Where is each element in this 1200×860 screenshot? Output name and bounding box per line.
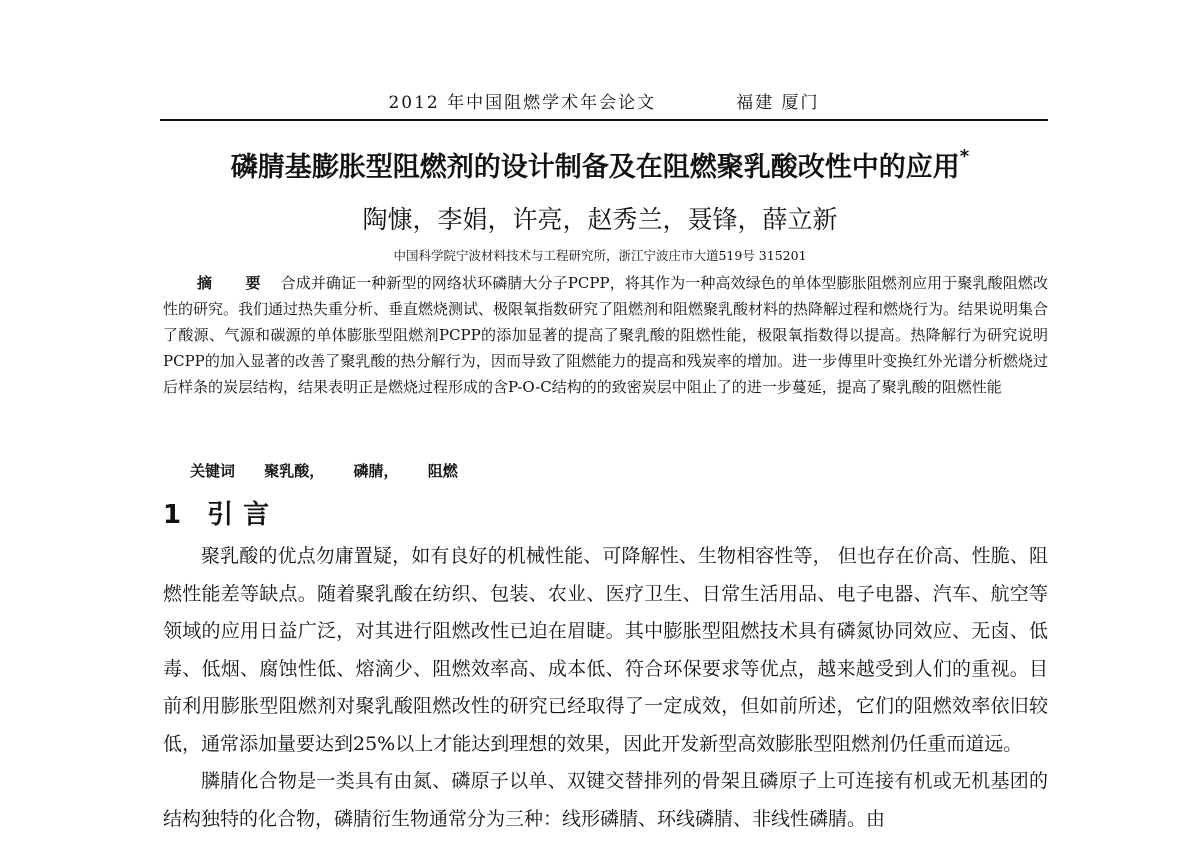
paper-title-text: 磷腈基膨胀型阻燃剂的设计制备及在阻燃聚乳酸改性中的应用 <box>230 152 960 183</box>
conference-location: 福建 厦门 <box>736 93 820 113</box>
body-paragraph: 膦腈化合物是一类具有由氮、磷原子以单、双键交替排列的骨架且磷原子上可连接有机或无机基团的结构独特的化合物，磷腈衍生物通常分为三种：线形磷腈、环线磷腈、非线性磷腈。由 <box>163 770 1048 830</box>
keywords <box>190 460 458 481</box>
conference-name: 2012 年中国阻燃学术年会论文 <box>388 93 657 113</box>
keyword-item: 聚乳酸， <box>264 462 325 480</box>
header-rule <box>160 119 1048 121</box>
keywords-label: 关键词 <box>190 462 236 480</box>
title-footnote-mark: * <box>959 146 970 167</box>
abstract-text: 合成并确证一种新型的网络状环磷腈大分子PCPP，将其作为一种高效绿色的单体型膨胀阻燃剂应用于聚乳酸阻燃改性的研究。我们通过热失重分析、垂直燃烧测试、极限氧指数研究了阻燃剂和阻燃聚乳酸材料的热降解过程和燃烧行为。结果说明集合了酸源、气源和碳源的单体膨胀型阻燃剂PCPP的添加显著的提高了聚乳酸的阻燃性能，极限氧指数得以提高。热降解行为研究说明PCPP的加入显著的改善了聚乳酸的热分解行为，因而导致了阻燃能力的提高和残炭率的增加。进一步傅里叶变换红外光谱分析燃烧过后样条的炭层结构，结果表明正是燃烧过程形成的含P-O-C结构的的致密炭层中阻止了的进一步蔓延，提高了聚乳酸的阻燃性能 <box>163 274 1049 396</box>
keyword-item: 阻燃 <box>427 462 458 480</box>
body-paragraph: 聚乳酸的优点勿庸置疑，如有良好的机械性能、可降解性、生物相容性等， 但也存在价高、性脆、阻燃性能差等缺点。随着聚乳酸在纺织、包装、农业、医疗卫生、日常生活用品、电子电器、汽车、航空等领域的应用日益广泛，对其进行阻燃改性已迫在眉睫。其中膨胀型阻燃技术具有磷氮协同效应、无卤、低毒、低烟、腐蚀性低、熔滴少、阻燃效率高、成本低、符合环保要求等优点，越来越受到人们的重视。目前利用膨胀型阻燃剂对聚乳酸阻燃改性的研究已经取得了一定成效，但如前所述，它们的阻燃效率依旧较低，通常添加量要达到25%以上才能达到理想的效果，因此开发新型高效膨胀型阻燃剂仍任重而道远。 <box>163 545 1048 755</box>
section-heading <box>163 494 279 531</box>
section-title: 引言 <box>207 500 280 530</box>
running-header <box>160 88 1048 114</box>
affiliation: 中国科学院宁波材料技术与工程研究所，浙江宁波庄市大道519号 315201 <box>393 248 807 263</box>
abstract <box>163 270 1048 400</box>
paper-title <box>150 145 1050 184</box>
section-body <box>163 538 1048 838</box>
abstract-label: 摘 要 <box>197 274 275 292</box>
author-list: 陶慷，李娟，许亮，赵秀兰，聂锋，薛立新 <box>362 205 838 234</box>
section-number: 1 <box>163 500 182 530</box>
keyword-item: 磷腈， <box>353 462 399 480</box>
